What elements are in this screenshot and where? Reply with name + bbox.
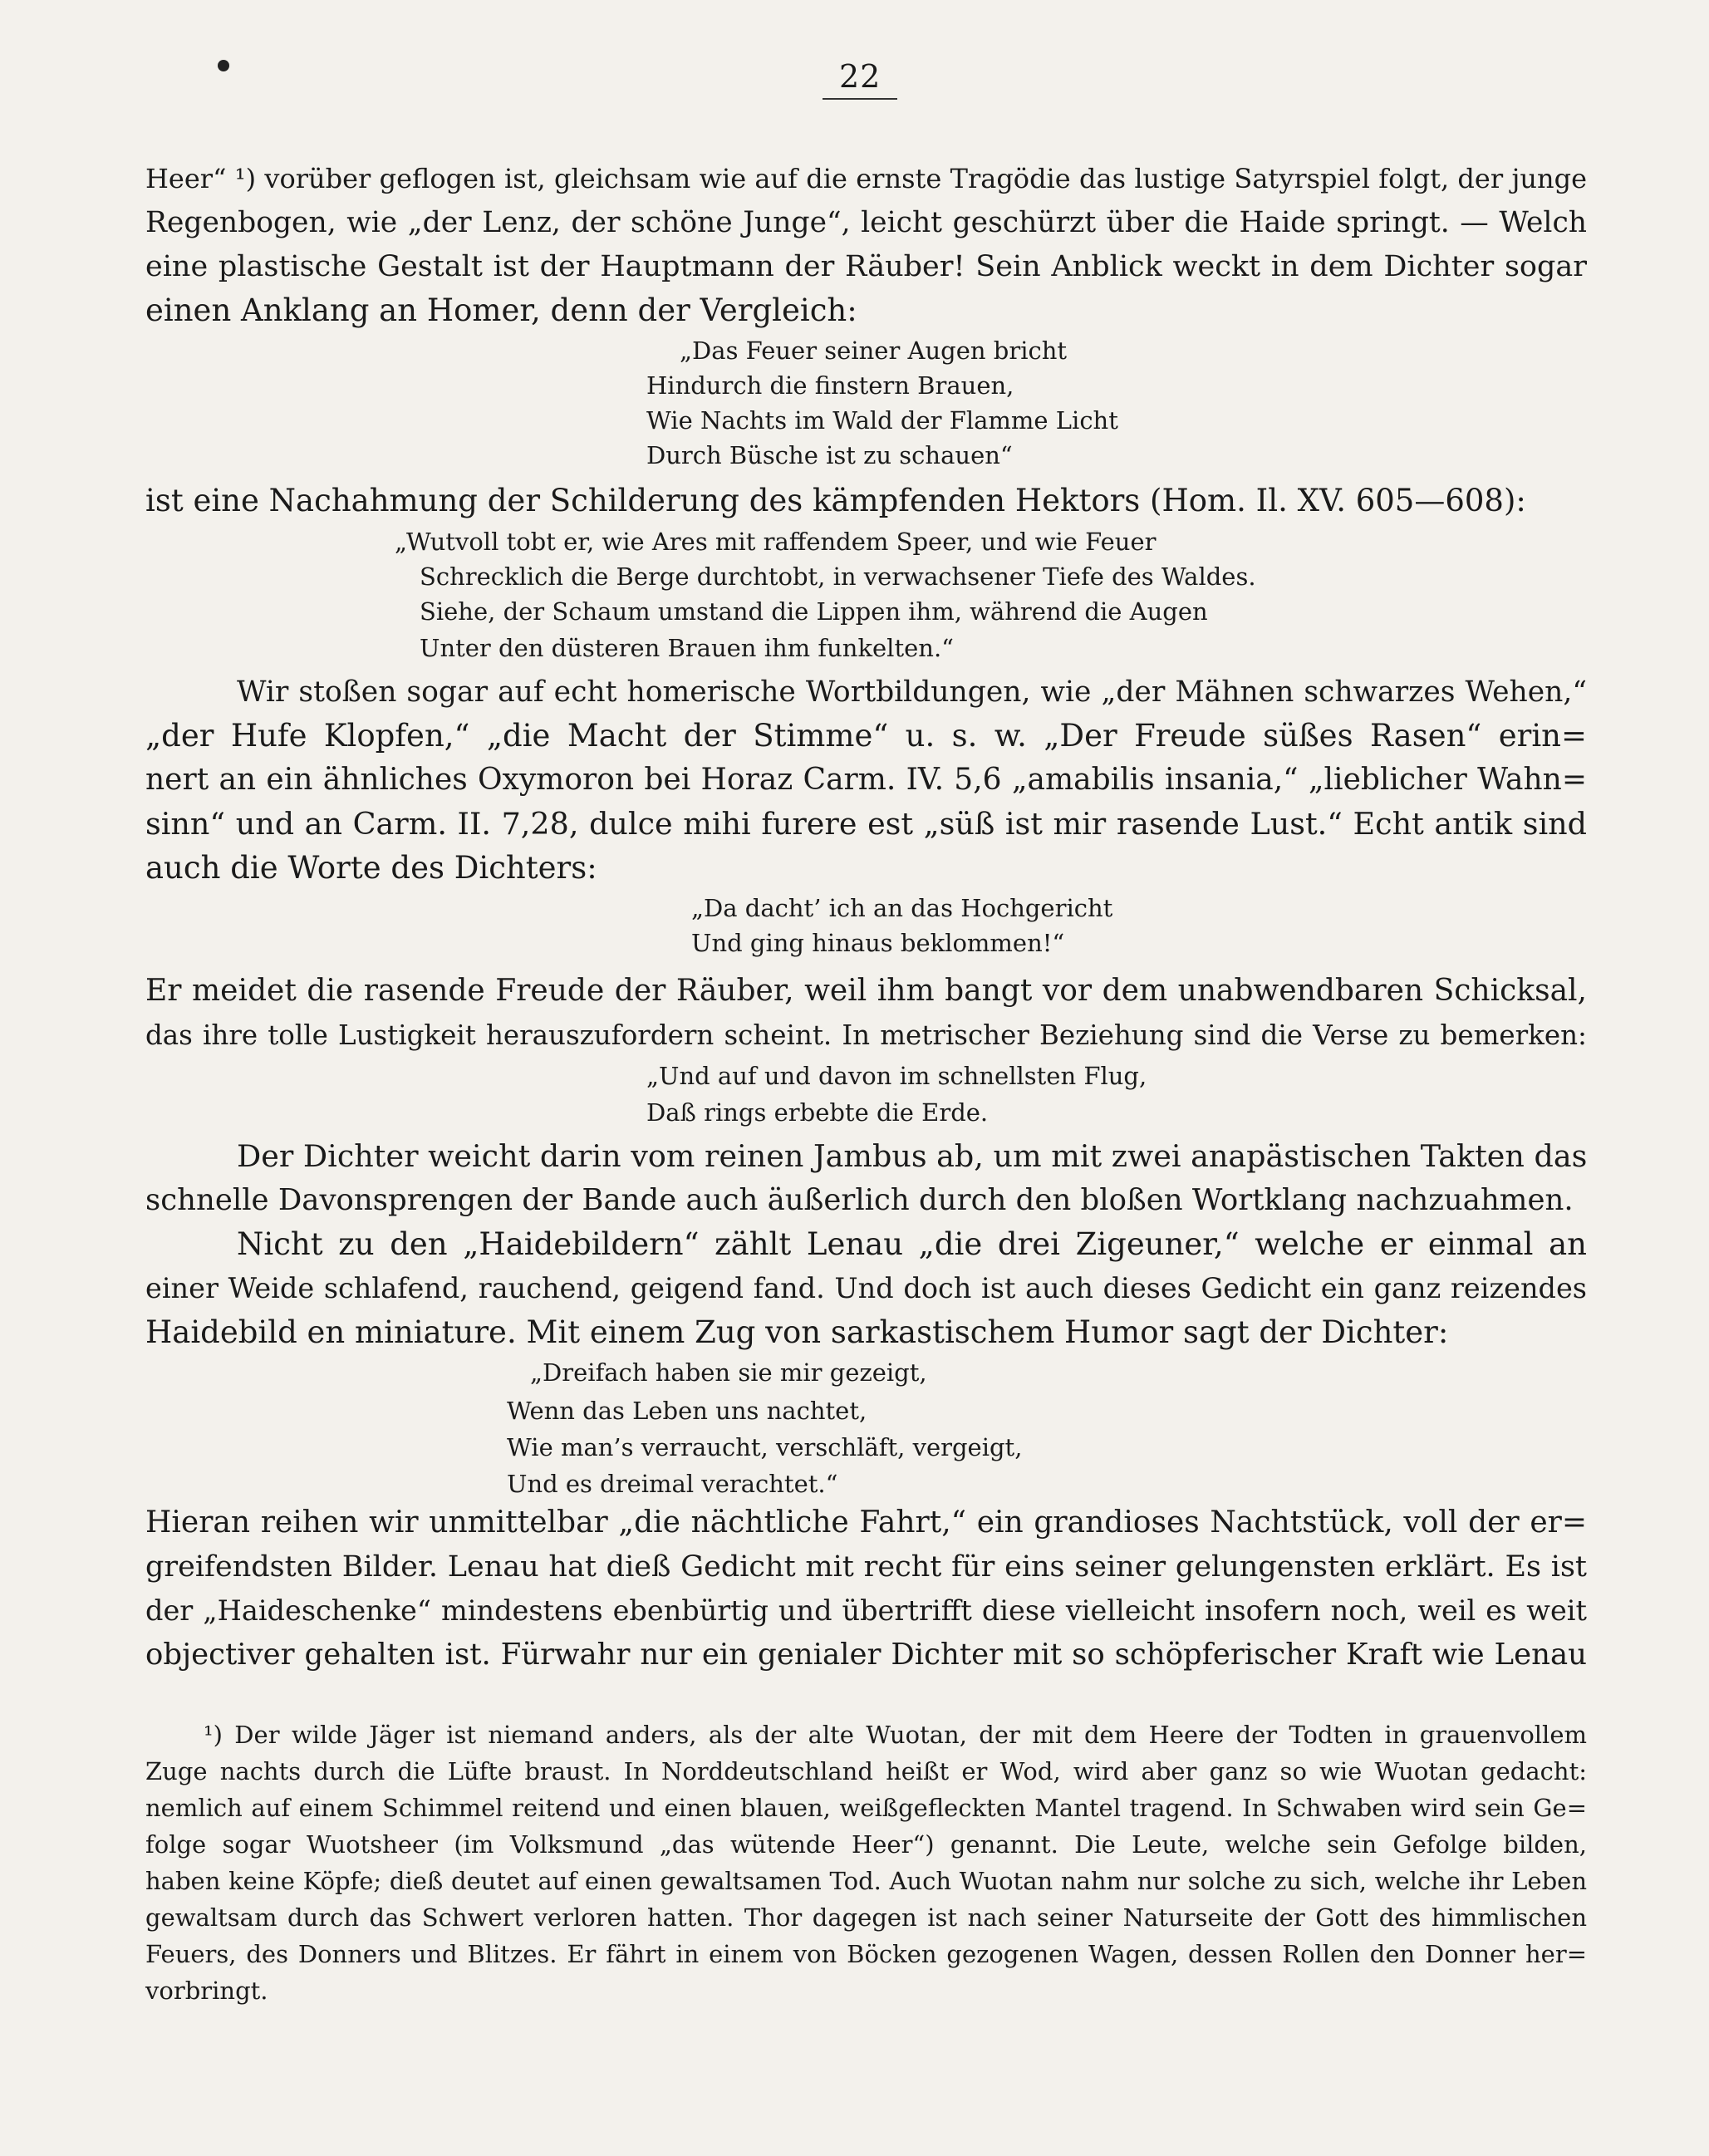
body-line: schnelle Davonsprengen der Bande auch äußerlich durch den bloßen Wortklang nachzuahmen. [145, 1183, 1574, 1217]
body-line: nert an ein ähnliches Oxymoron bei Horaz Carm. IV. 5,6 „amabilis insania,“ „lieblicher Wahn= [145, 763, 1587, 797]
footnote-line: Feuers, des Donners und Blitzes. Er fährt in einem von Böcken gezogenen Wagen, dessen Rollen den Donner her= [145, 1940, 1587, 1968]
body-line: Nicht zu den „Haidebildern“ zählt Lenau „die drei Zigeuner,“ welche er einmal an [237, 1226, 1587, 1262]
body-line: Regenbogen, wie „der Lenz, der schöne Junge“, leicht geschürzt über die Haide springt. — Welch [145, 206, 1587, 239]
body-line: Er meidet die rasende Freude der Räuber, weil ihm bangt vor dem unabwendbaren Schicksal, [145, 974, 1587, 1008]
footnote-line: folge sogar Wuotsheer (im Volksmund „das wütende Heer“) genannt. Die Leute, welche sein Gefolge bilden, [145, 1830, 1587, 1859]
verse-line: Durch Büsche ist zu schauen“ [646, 441, 1013, 469]
verse-line: „Dreifach haben sie mir gezeigt, [530, 1358, 927, 1387]
body-line: einen Anklang an Homer, denn der Vergleich: [145, 292, 857, 328]
verse-line: „Da dacht’ ich an das Hochgericht [691, 894, 1113, 922]
verse-line: Wie Nachts im Wald der Flamme Licht [646, 406, 1118, 435]
body-line: greifendsten Bilder. Lenau hat dieß Gedicht mit recht für eins seiner gelungensten erklärt. Es ist [145, 1550, 1587, 1584]
ink-dot [218, 60, 229, 71]
body-line: objectiver gehalten ist. Fürwahr nur ein genialer Dichter mit so schöpferischer Kraft wie Lenau [145, 1638, 1587, 1672]
page-number: 22 [839, 58, 882, 95]
body-line: ist eine Nachahmung der Schilderung des kämpfenden Hektors (Hom. Il. XV. 605—608): [145, 483, 1526, 518]
verse-line: Wenn das Leben uns nachtet, [507, 1397, 867, 1425]
footnote-line: gewaltsam durch das Schwert verloren hatten. Thor dagegen ist nach seiner Naturseite der Gott des himmlischen [145, 1903, 1587, 1932]
footnote-line: haben keine Köpfe; dieß deutet auf einen gewaltsamen Tod. Auch Wuotan nahm nur solche zu sich, welche ihr Leben [145, 1867, 1587, 1895]
body-line: sinn“ und an Carm. II. 7,28, dulce mihi furere est „süß ist mir rasende Lust.“ Echt antik sind [145, 806, 1587, 842]
body-line: das ihre tolle Lustigkeit herauszufordern scheint. In metrischer Beziehung sind die Verse zu bemerken: [145, 1019, 1587, 1051]
verse-line: Hindurch die finstern Brauen, [646, 371, 1014, 400]
body-line: Hieran reihen wir unmittelbar „die nächtliche Fahrt,“ ein grandioses Nachtstück, voll der er= [145, 1505, 1587, 1540]
body-line: der „Haideschenke“ mindestens ebenbürtig und übertrifft diese vielleicht insofern noch, weil es weit [145, 1594, 1587, 1627]
body-line: Heer“ ¹) vorüber geflogen ist, gleichsam wie auf die ernste Tragödie das lustige Satyrspiel folgt, der junge [145, 163, 1587, 194]
page-number-underline [823, 98, 897, 100]
footnote-line: vorbringt. [145, 1977, 268, 2005]
verse-line: „Wutvoll tobt er, wie Ares mit raffendem Speer, und wie Feuer [395, 528, 1157, 556]
body-line: Der Dichter weicht darin vom reinen Jambus ab, um mit zwei anapästischen Takten das [237, 1138, 1588, 1174]
verse-line: Und ging hinaus beklommen!“ [691, 929, 1065, 957]
body-line: Haidebild en miniature. Mit einem Zug von sarkastischem Humor sagt der Dichter: [145, 1314, 1449, 1350]
footnote-line: nemlich auf einem Schimmel reitend und einen blauen, weißgefleckten Mantel tragend. In Schwaben wird sein Ge= [145, 1794, 1587, 1822]
verse-line: Siehe, der Schaum umstand die Lippen ihm, während die Augen [420, 597, 1208, 626]
verse-line: Daß rings erbebte die Erde. [646, 1098, 989, 1127]
verse-line: „Das Feuer seiner Augen bricht [680, 336, 1068, 365]
verse-line: „Und auf und davon im schnellsten Flug, [646, 1062, 1147, 1090]
verse-line: Wie man’s verraucht, verschläft, vergeigt, [507, 1433, 1023, 1461]
body-line: „der Hufe Klopfen,“ „die Macht der Stimme“ u. s. w. „Der Freude süßes Rasen“ erin= [145, 718, 1587, 754]
body-line: auch die Worte des Dichters: [145, 850, 597, 886]
body-line: einer Weide schlafend, rauchend, geigend fand. Und doch ist auch dieses Gedicht ein ganz reizendes [145, 1272, 1587, 1304]
footnote-line: Zuge nachts durch die Lüfte braust. In Norddeutschland heißt er Wod, wird aber ganz so wie Wuotan gedacht: [145, 1757, 1587, 1785]
verse-line: Schrecklich die Berge durchtobt, in verwachsener Tiefe des Waldes. [420, 562, 1256, 591]
body-line: eine plastische Gestalt ist der Hauptmann der Räuber! Sein Anblick weckt in dem Dichter sogar [145, 250, 1587, 283]
verse-line: Unter den düsteren Brauen ihm funkelten.“ [420, 634, 954, 662]
footnote-line: ¹) Der wilde Jäger ist niemand anders, als der alte Wuotan, der mit dem Heere der Todten in grauenvollem [204, 1721, 1587, 1749]
body-line: Wir stoßen sogar auf echt homerische Wortbildungen, wie „der Mähnen schwarzes Wehen,“ [237, 675, 1587, 709]
verse-line: Und es dreimal verachtet.“ [507, 1470, 838, 1498]
